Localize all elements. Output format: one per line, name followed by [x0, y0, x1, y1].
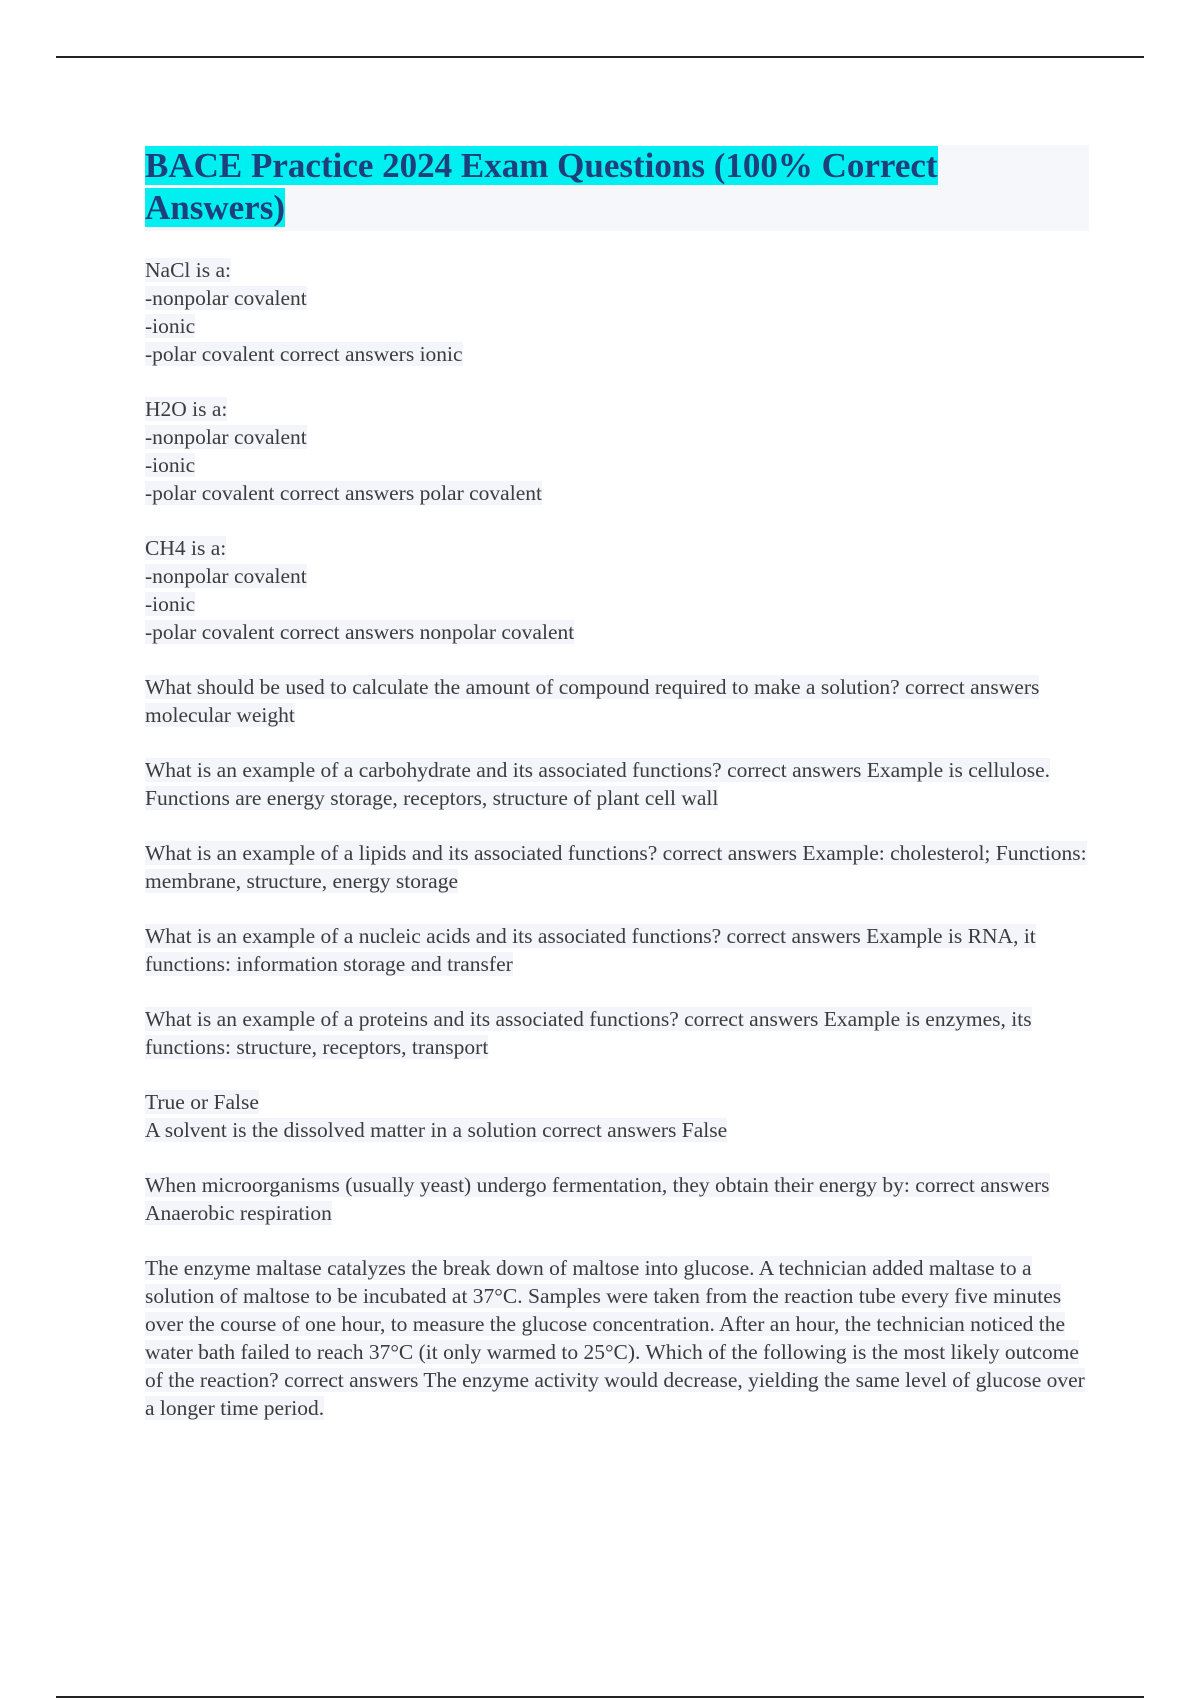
option: -ionic: [145, 592, 196, 616]
question-molecular-weight: What should be used to calculate the amount of compound required to make a solution? correct answers molecular weight: [145, 675, 1040, 727]
question-proteins: What is an example of a proteins and its associated functions? correct answers Example is enzymes, its functions: structure, receptors, transport: [145, 1007, 1032, 1059]
option: -nonpolar covalent: [145, 564, 307, 588]
document-body: [145, 256, 1089, 1449]
question-h2o: [145, 395, 1089, 507]
true-false-statement: A solvent is the dissolved matter in a solution correct answers False: [145, 1118, 728, 1142]
question-text: H2O is a:: [145, 397, 228, 421]
question-carbohydrate: What is an example of a carbohydrate and its associated functions? correct answers Example is cellulose. Functions are energy storage, receptors, structure of plant cell wall: [145, 758, 1051, 810]
question-ch4: [145, 534, 1089, 646]
question-nacl: [145, 256, 1089, 368]
question-maltase: The enzyme maltase catalyzes the break down of maltose into glucose. A technician added maltase to a solution of maltose to be incubated at 37°C. Samples were taken from the reaction tube every five minutes over the course of one hour, to measure the glucose concentration. After an hour, the technician noticed the water bath failed to reach 37°C (it only warmed to 25°C). Which of the following is the most likely outcome of the reaction? correct answers The enzyme activity would decrease, yielding the same level of glucose over a longer time period.: [145, 1256, 1085, 1420]
option: -nonpolar covalent: [145, 286, 307, 310]
question-text: CH4 is a:: [145, 536, 227, 560]
question-fermentation: When microorganisms (usually yeast) undergo fermentation, they obtain their energy by: correct answers Anaerobic respiration: [145, 1173, 1050, 1225]
option: -ionic: [145, 453, 196, 477]
option-with-answer: -polar covalent correct answers polar covalent: [145, 481, 542, 505]
document-title: BACE Practice 2024 Exam Questions (100% Correct Answers): [145, 146, 938, 227]
question-lipids: What is an example of a lipids and its associated functions? correct answers Example: cholesterol; Functions: membrane, structure, energy storage: [145, 841, 1087, 893]
top-rule: [56, 56, 1144, 58]
true-false-heading: True or False: [145, 1090, 259, 1114]
question-true-false: [145, 1088, 1089, 1144]
option: -ionic: [145, 314, 196, 338]
question-nucleic-acids: What is an example of a nucleic acids and its associated functions? correct answers Example is RNA, it functions: information storage and transfer: [145, 924, 1036, 976]
title-block: [145, 145, 1089, 231]
option: -nonpolar covalent: [145, 425, 307, 449]
option-with-answer: -polar covalent correct answers nonpolar covalent: [145, 620, 575, 644]
option-with-answer: -polar covalent correct answers ionic: [145, 342, 463, 366]
question-text: NaCl is a:: [145, 258, 231, 282]
bottom-rule: [56, 1696, 1144, 1698]
